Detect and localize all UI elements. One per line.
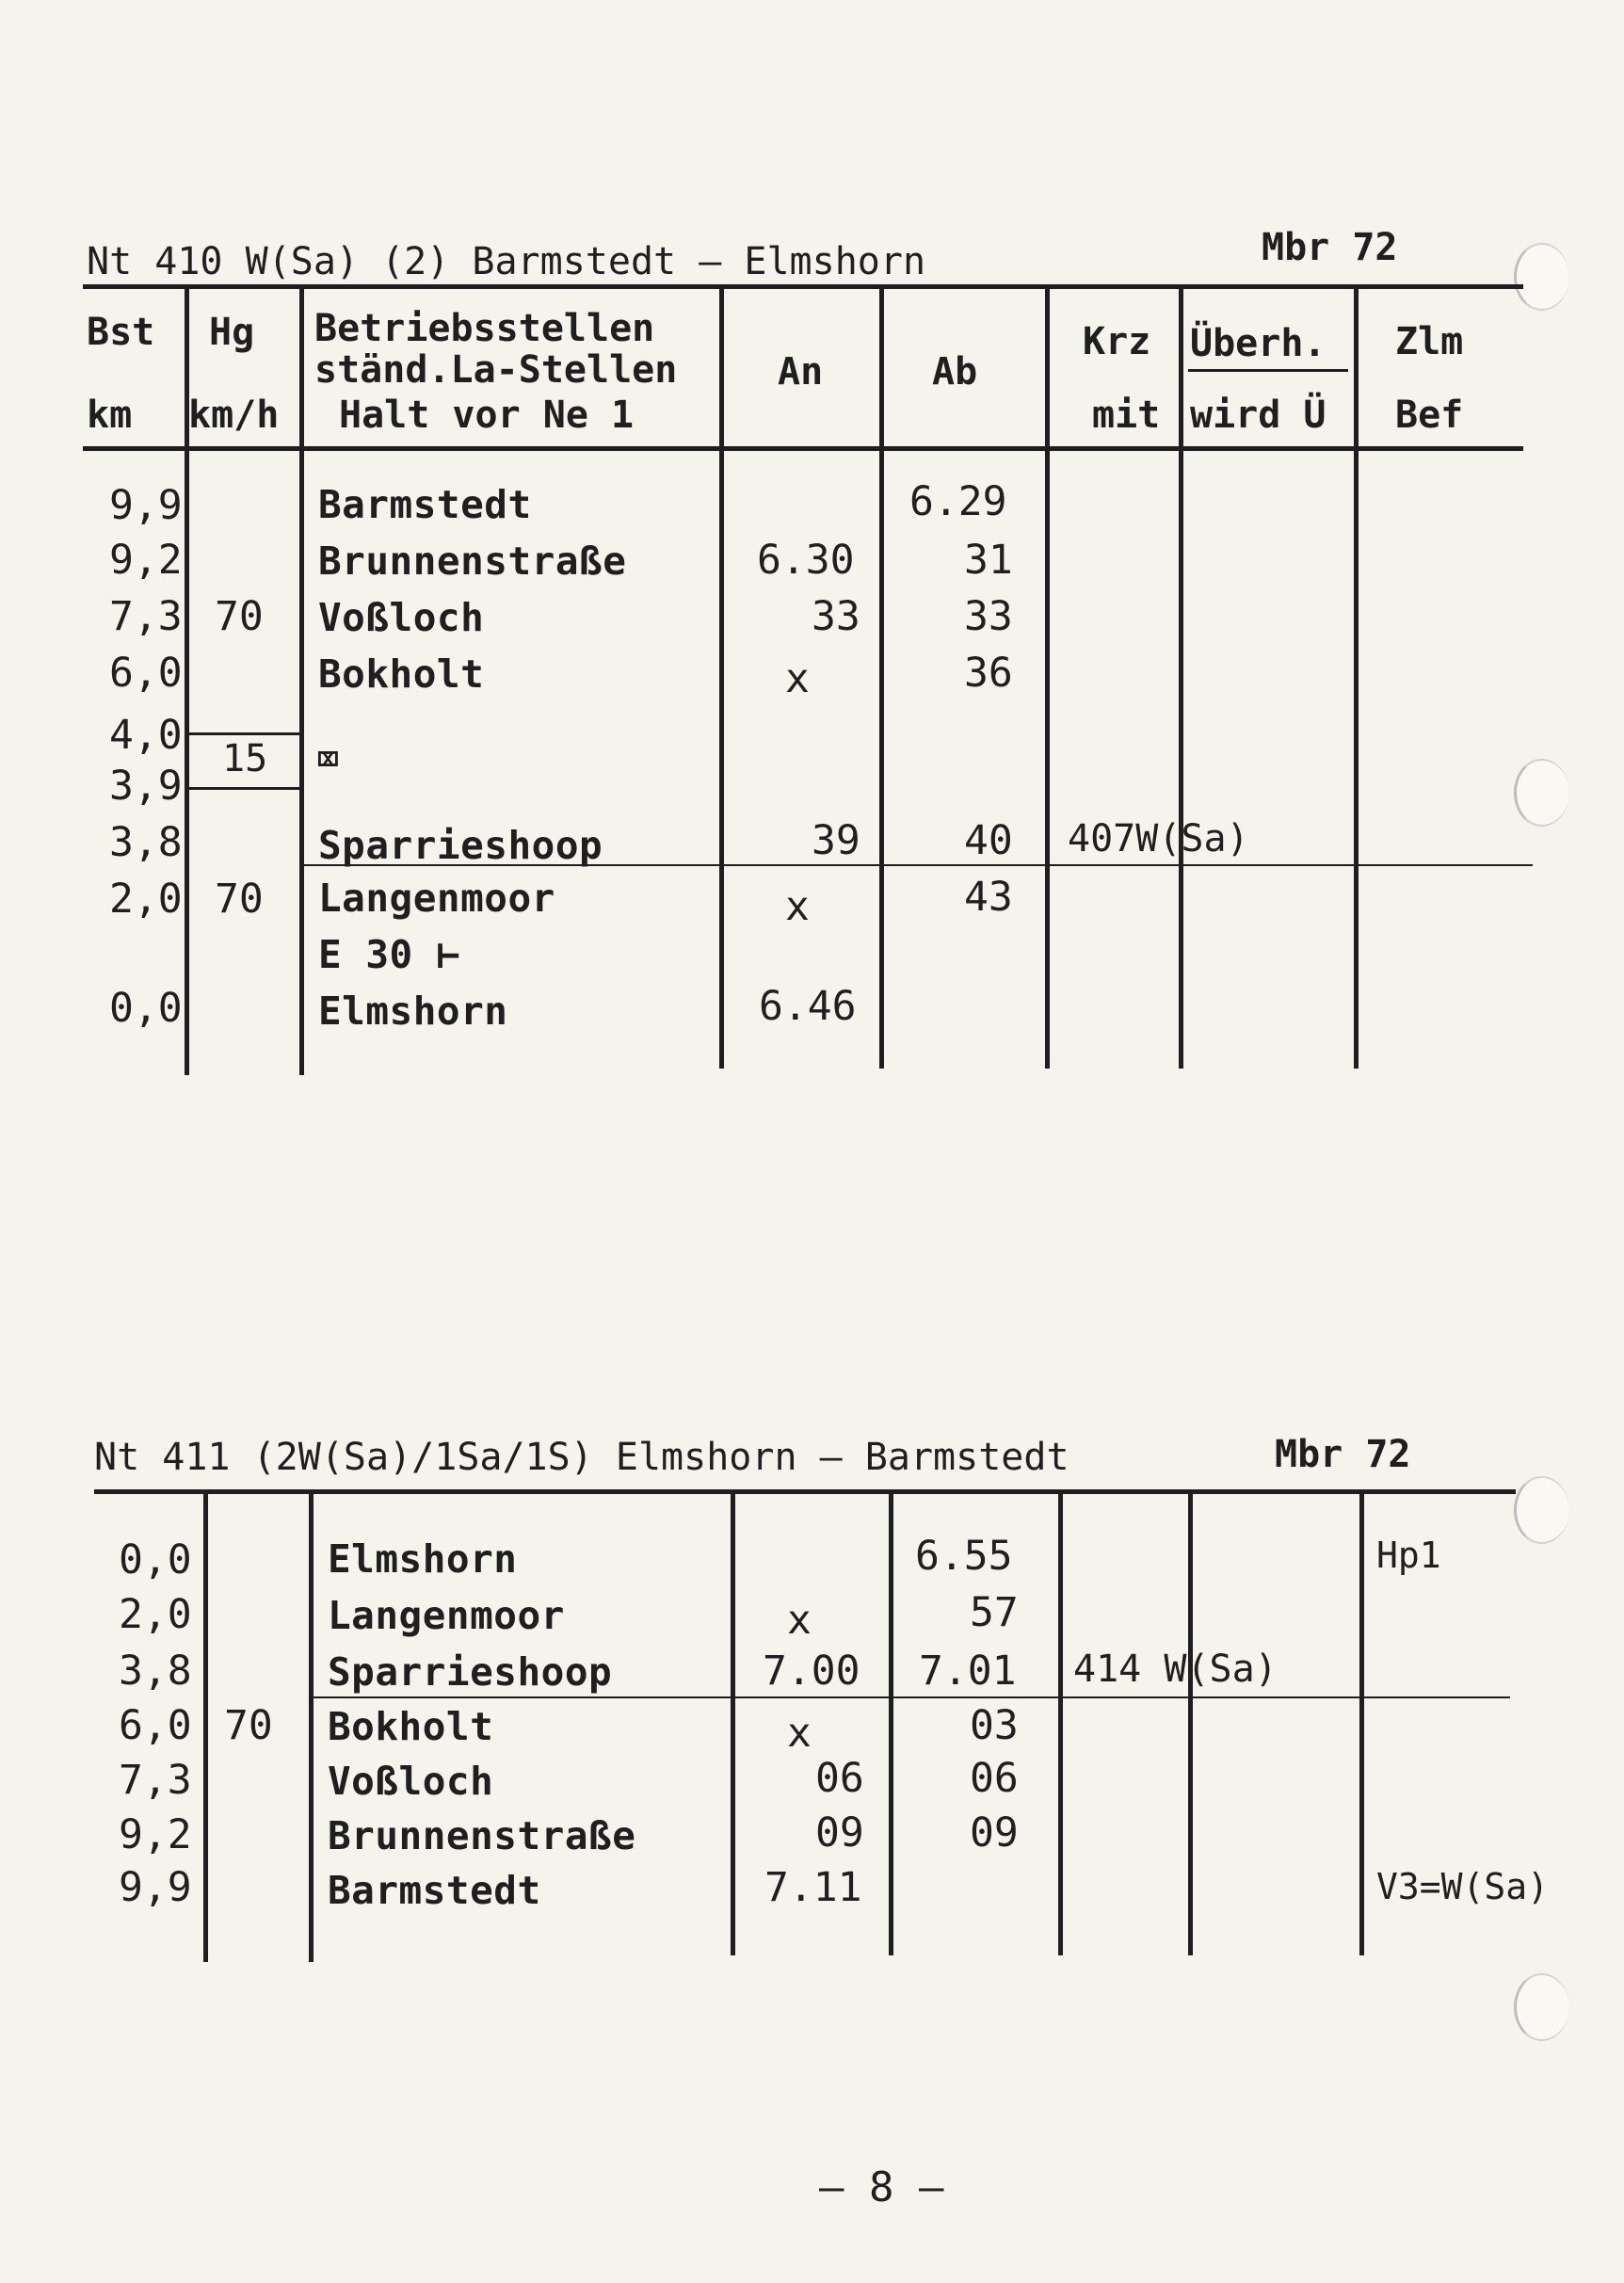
table2-col-line (1058, 1494, 1063, 1955)
table2-km: 6,0 (119, 1702, 192, 1749)
table2-station: Bokholt (328, 1704, 494, 1749)
table1-an: 6.30 (757, 537, 855, 584)
table2-an: 7.11 (764, 1864, 862, 1911)
punch-hole (1514, 243, 1569, 311)
table2-km: 2,0 (119, 1591, 192, 1638)
table1-an: x (785, 655, 810, 702)
table1-station-signal: E 30 ⊢ (318, 932, 461, 977)
table1-ab: 40 (964, 817, 1013, 864)
header-an: An (778, 350, 824, 394)
table2-ab: 57 (970, 1589, 1019, 1636)
header-hg: Hg (209, 311, 255, 354)
table1-station: Bokholt (318, 651, 485, 697)
table2-an: 09 (815, 1809, 864, 1857)
table2-an: 7.00 (763, 1648, 860, 1695)
table1-an: 6.46 (759, 983, 857, 1030)
table2-col-line (889, 1494, 893, 1955)
table1-km: 4,0 (109, 712, 183, 759)
table1-col-line (299, 289, 304, 1075)
header-mit: mit (1092, 394, 1161, 437)
table2-an: 06 (815, 1755, 864, 1802)
table2-km: 9,2 (119, 1811, 192, 1858)
table1-an: x (785, 883, 810, 930)
table2-ab: 6.55 (915, 1533, 1013, 1580)
header-bst: Bst (87, 311, 155, 354)
table2-col-line (1188, 1494, 1193, 1955)
table2-zlm: Hp1 (1376, 1535, 1441, 1576)
table2-ab: 7.01 (919, 1648, 1017, 1695)
header-uberh: Überh. (1190, 322, 1327, 365)
table1-col-line (879, 289, 884, 1069)
table2-title: Nt 411 (2W(Sa)/1Sa/1S) Elmshorn – Barmstedt (94, 1436, 1069, 1479)
table1-hg-box-top (186, 732, 303, 735)
table2-col-line (203, 1494, 208, 1962)
table1-col-line (1179, 289, 1183, 1069)
header-zlm: Zlm (1395, 320, 1464, 363)
table1-ab: 36 (964, 650, 1013, 697)
table1-km: 3,9 (109, 763, 183, 810)
table1-station: Elmshorn (318, 989, 508, 1034)
header-kmh: km/h (188, 394, 280, 437)
table2-ab: 09 (970, 1809, 1019, 1857)
table2-station: Brunnenstraße (328, 1813, 636, 1858)
table1-col-line (1354, 289, 1359, 1069)
header-ab: Ab (932, 350, 978, 394)
table1-km: 3,8 (109, 819, 183, 866)
table1-station: Voßloch (318, 595, 485, 640)
table2-km: 3,8 (119, 1648, 192, 1695)
table2-zlm: V3=W(Sa) (1376, 1866, 1550, 1907)
table1-uberh-underline (1188, 369, 1348, 372)
table2-ab: 03 (970, 1702, 1019, 1749)
header-bef: Bef (1395, 394, 1464, 437)
table2-km: 7,3 (119, 1757, 192, 1804)
table1-hg-boxed: 15 (222, 737, 268, 780)
punch-hole (1514, 759, 1569, 827)
table2-km: 9,9 (119, 1864, 192, 1911)
table2-hg: 70 (224, 1702, 273, 1749)
table1-hg-box-bottom (186, 787, 303, 790)
table1-krz: 407W(Sa) (1068, 817, 1249, 860)
table2-col-line (1359, 1494, 1364, 1955)
table1-hg: 70 (215, 876, 264, 923)
header-wird: wird Ü (1190, 394, 1327, 437)
table2-station: Voßloch (328, 1759, 494, 1804)
table1-km: 0,0 (109, 985, 183, 1032)
table2-station: Barmstedt (328, 1868, 541, 1913)
table1-an: 33 (812, 593, 860, 640)
table2-col-line (731, 1494, 735, 1955)
table1-ab: 33 (964, 593, 1013, 640)
table1-station: Langenmoor (318, 876, 555, 921)
table1-col-line (719, 289, 724, 1069)
table1-ab: 43 (964, 874, 1013, 921)
table2-an: x (787, 1597, 812, 1644)
table2-station: Langenmoor (328, 1593, 565, 1638)
header-name-3: Halt vor Ne 1 (339, 394, 635, 437)
table1-ab: 6.29 (909, 478, 1007, 525)
header-name-2: ständ.La-Stellen (314, 348, 678, 392)
table1-km: 9,2 (109, 537, 183, 584)
table1-col-line (1045, 289, 1050, 1069)
table2-col-line (309, 1494, 314, 1962)
table2-top-rule (94, 1489, 1516, 1494)
table1-title: Nt 410 W(Sa) (2) Barmstedt – Elmshorn (87, 240, 926, 283)
table2-badge: Mbr 72 (1275, 1433, 1411, 1476)
table1-station-symbol: ⌧ (316, 736, 341, 781)
table1-station: Brunnenstraße (318, 539, 627, 584)
table2-km: 0,0 (119, 1536, 192, 1584)
table2-station: Elmshorn (328, 1536, 518, 1582)
header-km: km (87, 394, 133, 437)
table1-badge: Mbr 72 (1262, 226, 1398, 269)
punch-hole (1514, 1476, 1569, 1544)
header-name-1: Betriebsstellen (314, 307, 655, 350)
table1-hg: 70 (215, 593, 264, 640)
table1-ab: 31 (964, 537, 1013, 584)
table2-krz: 414 W(Sa) (1073, 1648, 1278, 1691)
table1-km: 9,9 (109, 482, 183, 529)
table1-km: 7,3 (109, 593, 183, 640)
page-number: – 8 – (819, 2163, 944, 2211)
table1-an: 39 (812, 817, 860, 864)
table2-ab: 06 (970, 1755, 1019, 1802)
table1-km: 6,0 (109, 650, 183, 697)
table1-km: 2,0 (109, 876, 183, 923)
table2-separator-rule (309, 1696, 1510, 1698)
table2-station: Sparrieshoop (328, 1649, 613, 1695)
table1-station: Sparrieshoop (318, 823, 603, 868)
punch-hole (1514, 1973, 1569, 2041)
table1-station: Barmstedt (318, 482, 532, 527)
header-krz: Krz (1083, 320, 1151, 363)
table2-an: x (787, 1710, 812, 1757)
